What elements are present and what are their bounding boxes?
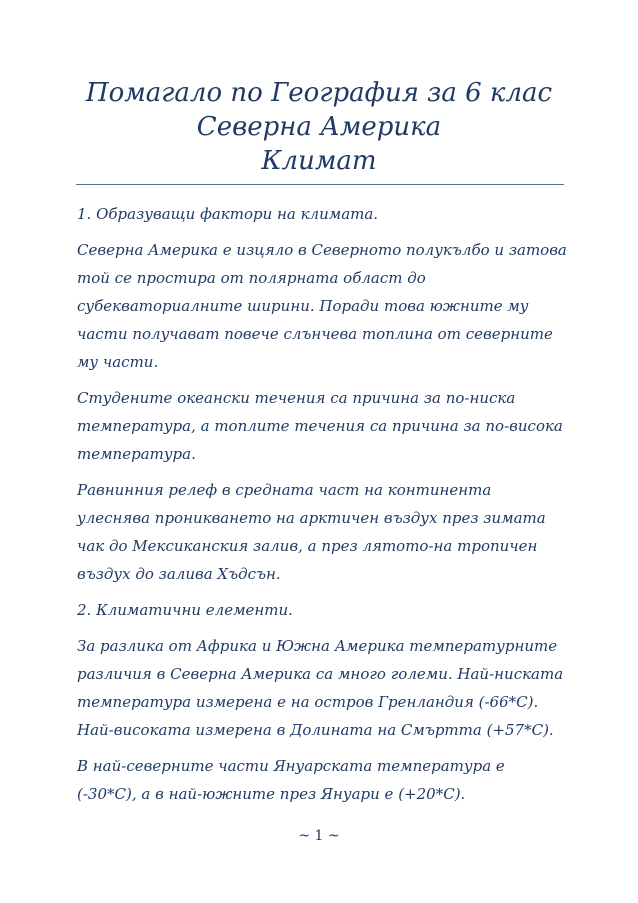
- title-divider: [76, 184, 564, 185]
- title-line-topic: Климат: [261, 146, 377, 176]
- title-line-subject: Помагало по География за 6 клас: [85, 78, 553, 108]
- section-heading-factors: 1. Образуващи фактори на климата.: [77, 205, 379, 223]
- paragraph-january-temperature: В най-северните части Януарската температура е (-30*С), а в най-южните през Януари е (+20*С).: [77, 757, 505, 803]
- paragraph-hemisphere: Северна Америка е изцяло в Северното полукълбо и затова той се простира от полярната област до субекваториалните ширини. Поради това южните му части получават повече слънчева топлина от северните му части.: [77, 241, 567, 371]
- paragraph-currents: Студените океански течения са причина за по-ниска температура, а топлите течения са причина за по-висока температура.: [77, 389, 563, 463]
- document-title: [60, 76, 578, 178]
- paragraph-temperature-extremes: За разлика от Африка и Южна Америка температурните различия в Северна Америка са много големи. Най-ниската температура измерена е на остров Гренландия (-66*С). Най-високата измерена в Долината на Смъртта (+57*С).: [77, 637, 564, 739]
- document-body: [77, 200, 567, 816]
- section-heading-elements: 2. Климатични елементи.: [77, 601, 293, 619]
- title-line-continent: Северна Америка: [196, 112, 442, 142]
- paragraph-relief: Равнинния релеф в средната част на континента улеснява проникването на арктичен въздух през зимата чак до Мексиканския залив, а през лятото-на тропичен въздух до залива Хъдсън.: [77, 481, 546, 583]
- page-number: ~ 1 ~: [298, 828, 340, 844]
